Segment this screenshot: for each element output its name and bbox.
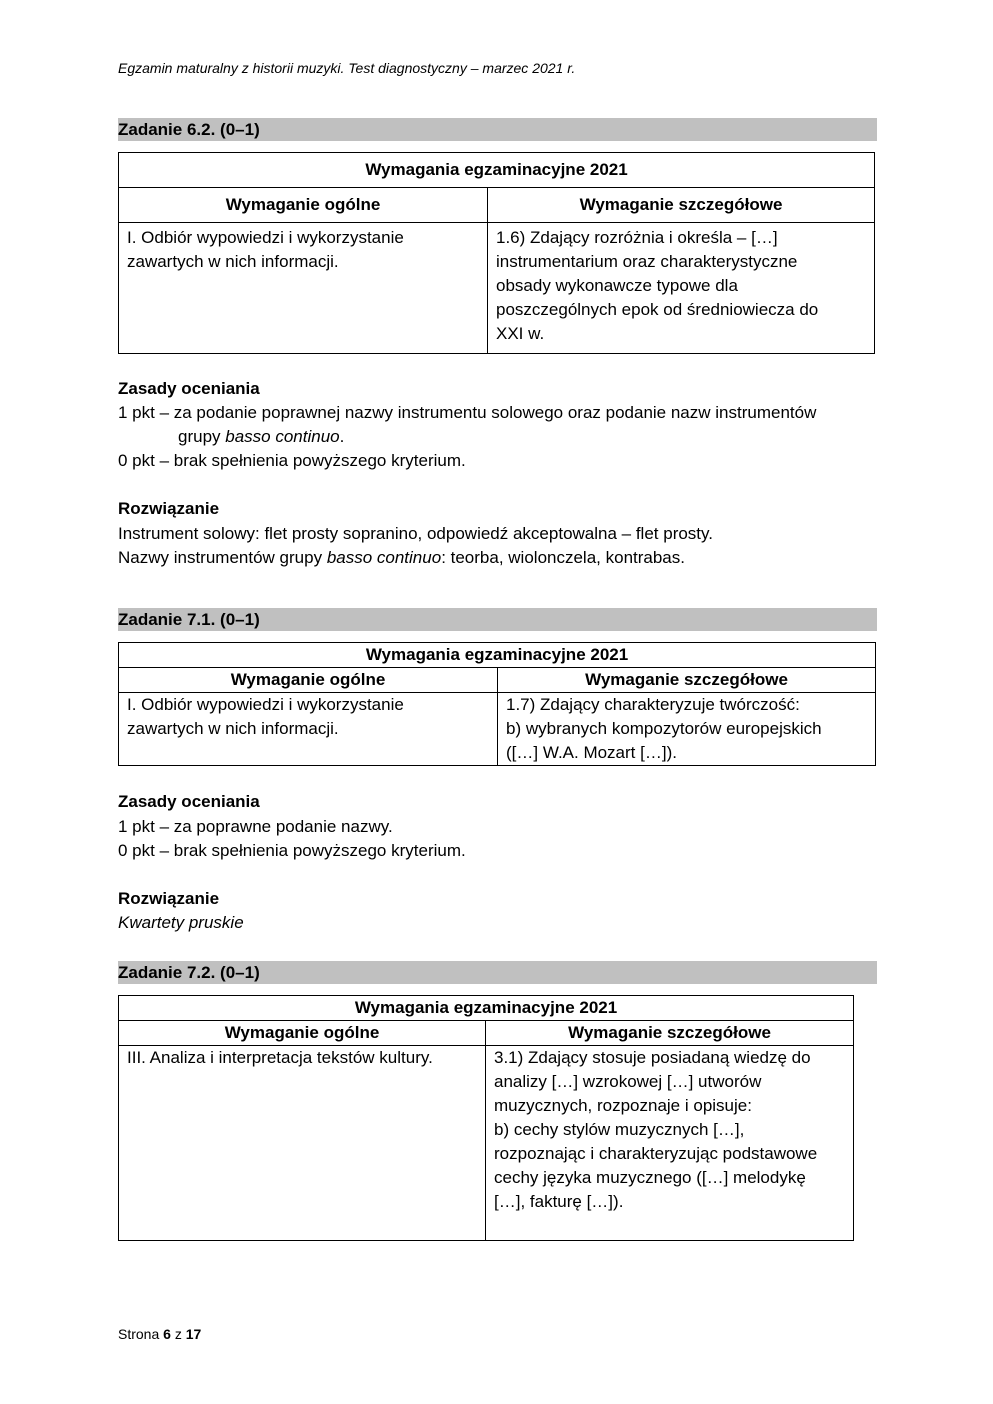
text-line: 1.7) Zdający charakteryzuje twórczość: xyxy=(506,695,800,714)
page-header: Egzamin maturalny z historii muzyki. Test diagnostyczny – marzec 2021 r. xyxy=(118,60,576,76)
column-header-detail: Wymaganie szczegółowe xyxy=(498,668,876,693)
text-line: instrumentarium oraz charakterystyczne xyxy=(496,252,798,271)
page-total: 17 xyxy=(185,1326,202,1342)
solution-line: Instrument solowy: flet prosty sopranino, odpowiedź akceptowalna – flet prosty. xyxy=(118,524,713,543)
text-line: rozpoznając i charakteryzując podstawowe xyxy=(494,1144,818,1163)
text-line: I. Odbiór wypowiedzi i wykorzystanie xyxy=(127,695,404,714)
requirements-table xyxy=(118,995,854,1241)
detail-requirement xyxy=(488,223,875,354)
section-title: Rozwiązanie xyxy=(118,889,220,908)
scoring-rule: 0 pkt – brak spełnienia powyższego kryterium. xyxy=(118,451,466,470)
general-requirement xyxy=(119,1046,486,1241)
section-title: Rozwiązanie xyxy=(118,499,220,518)
text-line: muzycznych, rozpoznaje i opisuje: xyxy=(494,1096,752,1115)
text-line: zawartych w nich informacji. xyxy=(127,719,339,738)
scoring-rule: 0 pkt – brak spełnienia powyższego kryterium. xyxy=(118,841,466,860)
text-line: III. Analiza i interpretacja tekstów kultury. xyxy=(127,1048,433,1067)
text-line: cechy języka muzycznego ([…] melodykę xyxy=(494,1168,806,1187)
page-footer xyxy=(118,1326,201,1342)
general-requirement xyxy=(119,693,498,766)
italic-term: basso continuo xyxy=(225,427,340,446)
text-line: ([…] W.A. Mozart […]). xyxy=(506,743,677,762)
text-line: zawartych w nich informacji. xyxy=(127,252,339,271)
text-line: […], fakturę […]). xyxy=(494,1192,624,1211)
text-line: 3.1) Zdający stosuje posiadaną wiedzę do xyxy=(494,1048,811,1067)
general-requirement xyxy=(119,223,488,354)
requirements-table xyxy=(118,642,876,766)
column-header-general: Wymaganie ogólne xyxy=(119,188,488,223)
text-line: poszczególnych epok od średniowiecza do xyxy=(496,300,819,319)
column-header-detail: Wymaganie szczegółowe xyxy=(486,1021,854,1046)
task-title: Zadanie 7.2. (0–1) xyxy=(118,961,877,984)
text-line: analizy […] wzrokowej […] utworów xyxy=(494,1072,762,1091)
text-line: obsady wykonawcze typowe dla xyxy=(496,276,738,295)
detail-requirement xyxy=(498,693,876,766)
table-title: Wymagania egzaminacyjne 2021 xyxy=(119,643,876,668)
text-span: : teorba, wiolonczela, kontrabas. xyxy=(441,548,685,567)
text-span: grupy xyxy=(178,427,226,446)
column-header-general: Wymaganie ogólne xyxy=(119,668,498,693)
text-span: Nazwy instrumentów grupy xyxy=(118,548,327,567)
page-number: 6 xyxy=(163,1326,171,1342)
column-header-detail: Wymaganie szczegółowe xyxy=(488,188,875,223)
requirements-table xyxy=(118,152,875,354)
text-line: b) wybranych kompozytorów europejskich xyxy=(506,719,822,738)
italic-term: basso continuo xyxy=(326,548,442,567)
table-title: Wymagania egzaminacyjne 2021 xyxy=(119,153,875,188)
text-span: . xyxy=(339,427,345,446)
solution-line xyxy=(118,548,685,568)
detail-requirement xyxy=(486,1046,854,1241)
section-title: Zasady oceniania xyxy=(118,379,260,398)
table-title: Wymagania egzaminacyjne 2021 xyxy=(119,996,854,1021)
task-title: Zadanie 6.2. (0–1) xyxy=(118,118,877,141)
text-line: 1.6) Zdający rozróżnia i określa – […] xyxy=(496,228,778,247)
text-line: XXI w. xyxy=(496,324,545,343)
task-title: Zadanie 7.1. (0–1) xyxy=(118,608,877,631)
section-title: Zasady oceniania xyxy=(118,792,260,811)
scoring-rule-continued xyxy=(178,427,344,447)
solution-line: Kwartety pruskie xyxy=(118,913,244,932)
text-span: z xyxy=(170,1326,186,1342)
scoring-rule: 1 pkt – za podanie poprawnej nazwy instrumentu solowego oraz podanie nazw instrumentów xyxy=(118,403,817,422)
scoring-rule: 1 pkt – za poprawne podanie nazwy. xyxy=(118,817,393,836)
column-header-general: Wymaganie ogólne xyxy=(119,1021,486,1046)
text-line: I. Odbiór wypowiedzi i wykorzystanie xyxy=(127,228,404,247)
text-span: Strona xyxy=(118,1326,164,1342)
text-line: b) cechy stylów muzycznych […], xyxy=(494,1120,745,1139)
